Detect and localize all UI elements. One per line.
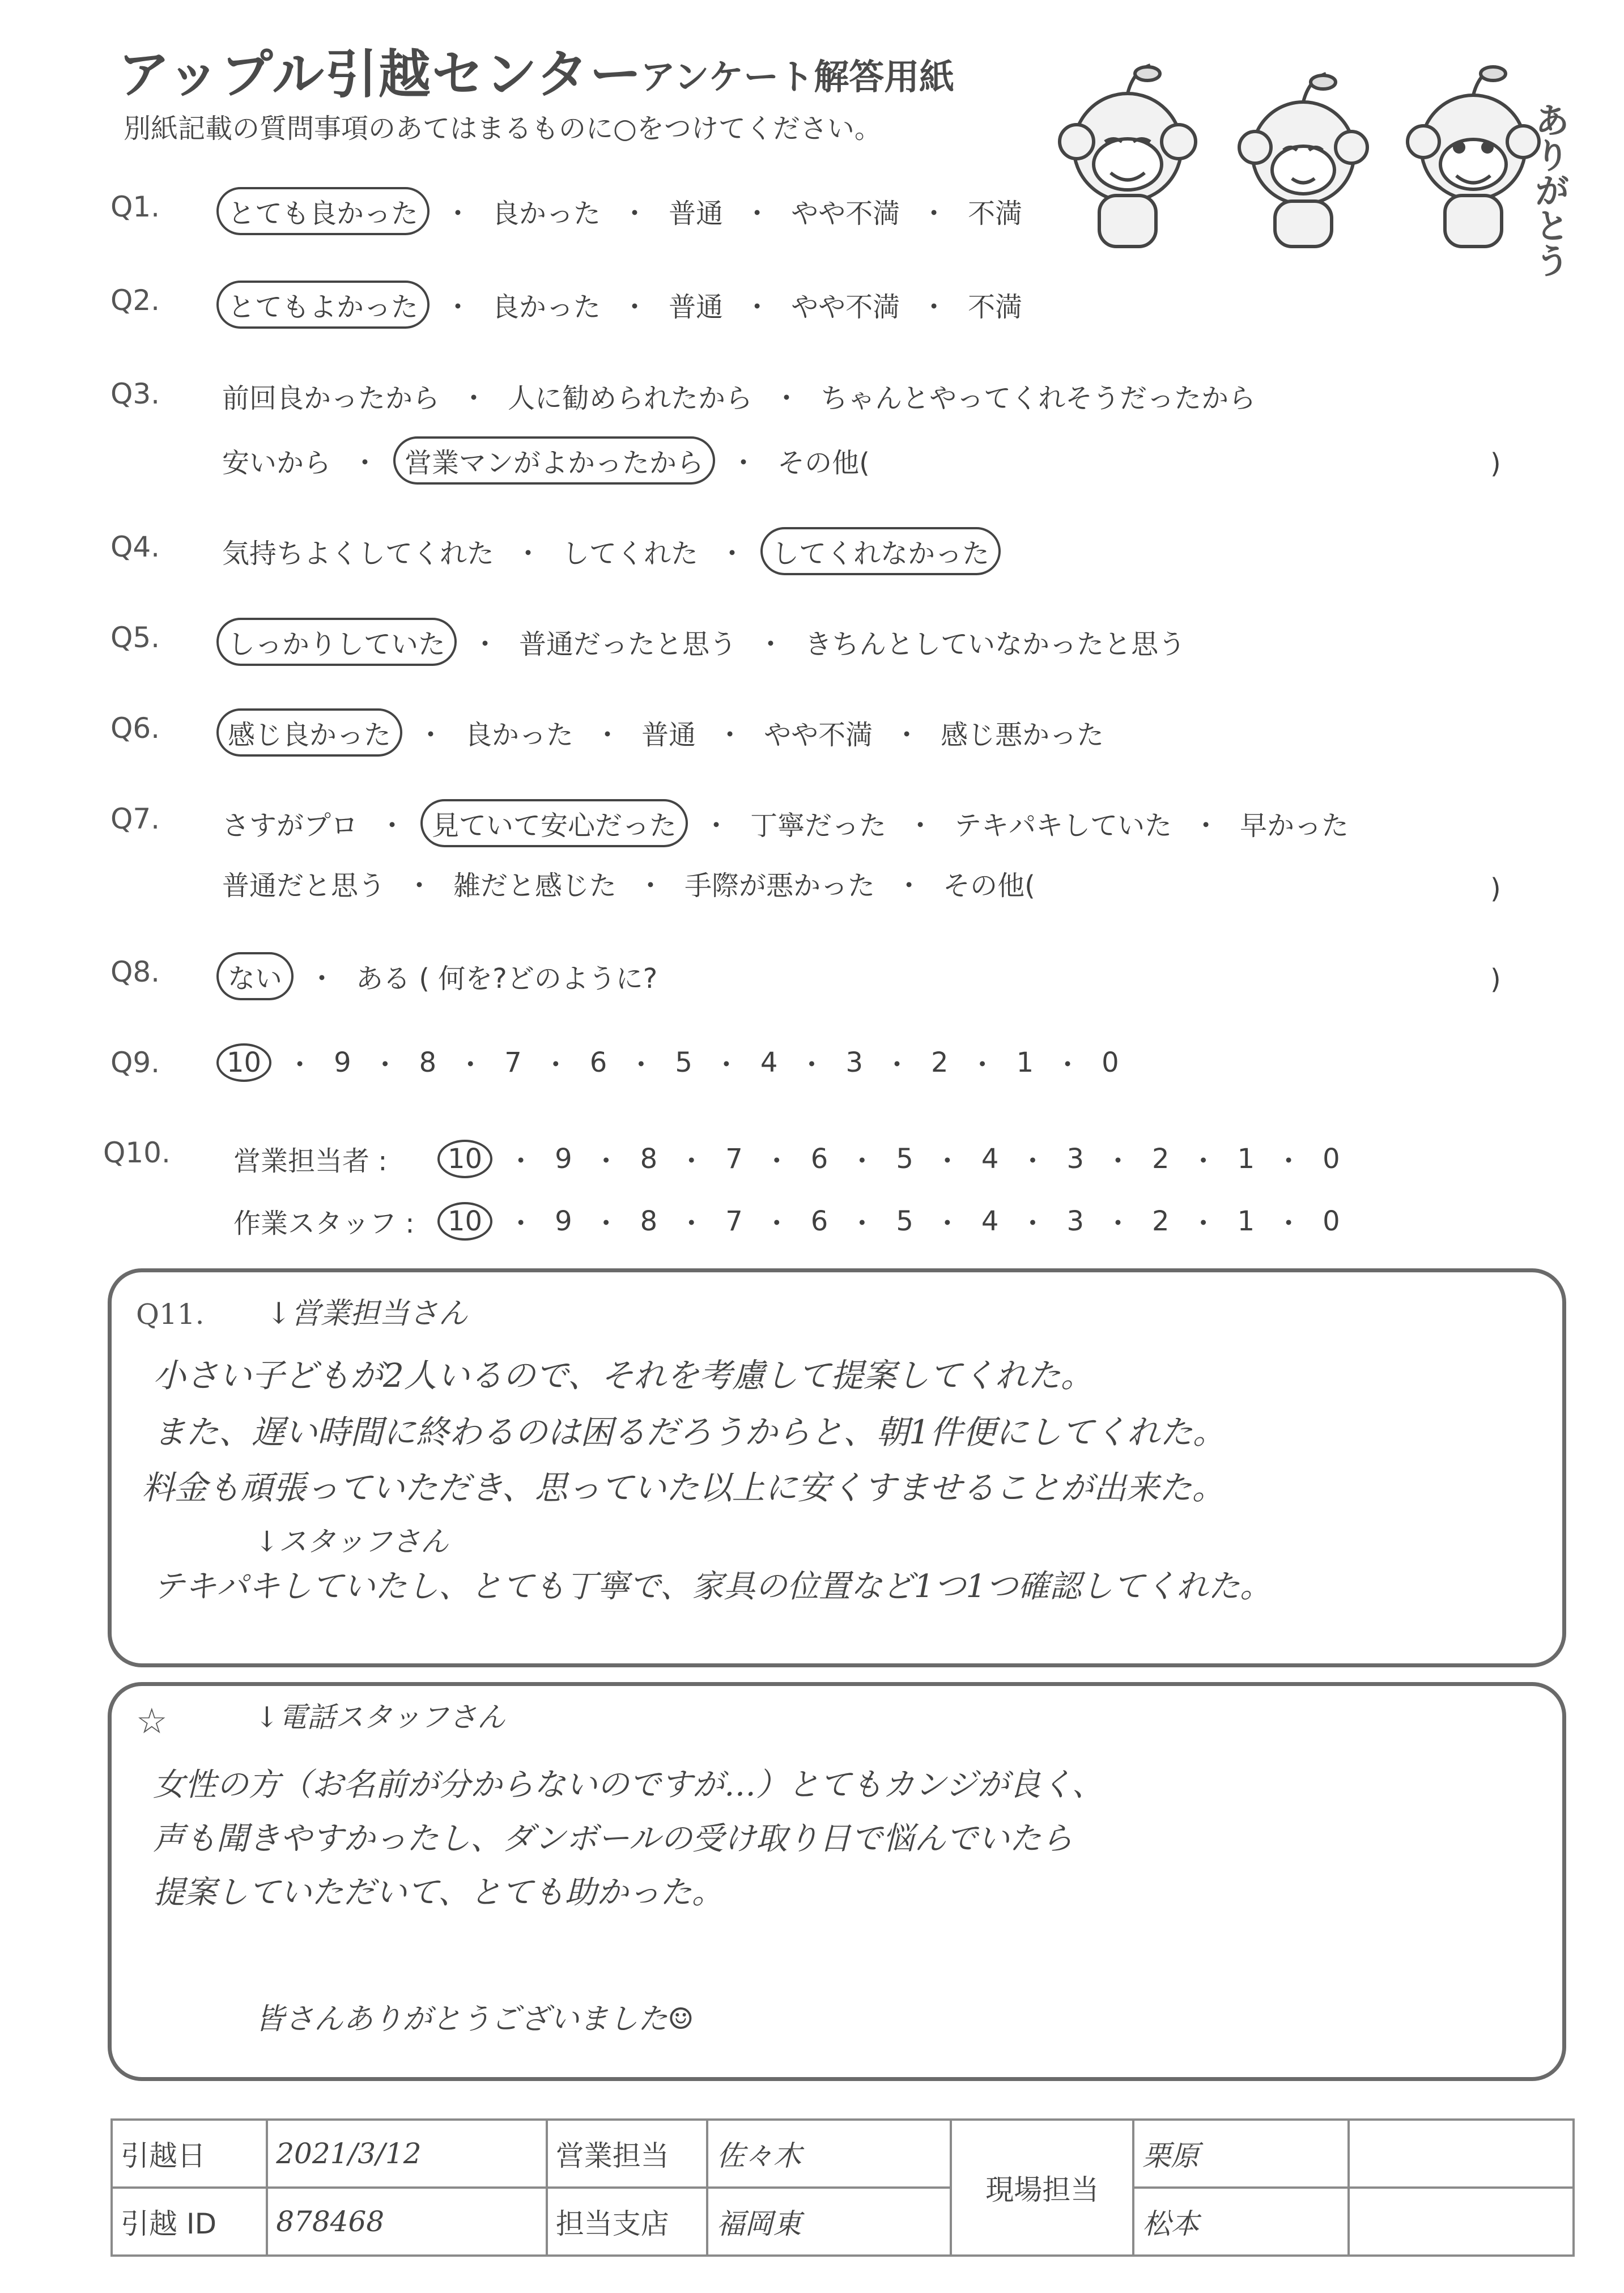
answer-option[interactable]: 2 <box>931 1046 949 1078</box>
company-title: アップル引越センター <box>118 44 643 105</box>
question-q1-options-line <box>216 187 1028 235</box>
separator-dot: ・ <box>678 1145 705 1177</box>
separator-dot: ・ <box>1189 1208 1217 1239</box>
separator-dot: ・ <box>457 1049 484 1081</box>
rating-option[interactable]: 4 <box>981 1143 999 1175</box>
separator-dot: ・ <box>1192 810 1220 842</box>
empty-cell-1 <box>1349 2120 1574 2188</box>
separator-dot: ・ <box>763 1208 790 1239</box>
separator-dot: ・ <box>895 870 923 902</box>
answer-option[interactable]: 前回良かったから <box>222 383 440 414</box>
branch-value: 福岡東 <box>707 2188 951 2256</box>
separator-dot: ・ <box>1189 1145 1217 1177</box>
answer-option[interactable]: してくれなかった <box>760 527 1001 575</box>
separator-dot: ・ <box>542 1049 569 1081</box>
question-label-q10: Q10. <box>103 1136 171 1169</box>
separator-dot: ・ <box>1054 1049 1082 1081</box>
separator-dot: ・ <box>460 383 488 414</box>
answer-option[interactable]: 手際が悪かった <box>685 870 875 902</box>
question-q3-options-line <box>216 436 875 485</box>
handwritten-line: 提案していただいて、とても助かった。 <box>153 1874 724 1911</box>
answer-option[interactable]: やや不満 <box>791 198 900 230</box>
rating-option[interactable]: 9 <box>555 1143 572 1175</box>
answer-option[interactable]: 普通 <box>669 198 724 230</box>
answer-option[interactable]: 5 <box>675 1046 692 1078</box>
question-label-q9: Q9. <box>110 1046 160 1079</box>
site-label: 現場担当 <box>951 2120 1133 2256</box>
answer-option[interactable]: 7 <box>504 1046 522 1078</box>
answer-option[interactable]: とても良かった <box>216 187 430 235</box>
star-icon: ☆ <box>136 1700 168 1742</box>
rating-option[interactable]: 1 <box>1237 1143 1255 1175</box>
separator-dot: ・ <box>719 538 746 570</box>
handwritten-line: ↓営業担当さん <box>266 1297 468 1331</box>
closing-paren: ) <box>1490 448 1501 479</box>
separator-dot: ・ <box>933 1208 961 1239</box>
separator-dot: ・ <box>933 1145 961 1177</box>
sales-label: 営業担当 <box>547 2120 708 2188</box>
handwritten-line: テキパキしていたし、とても丁寧で、家具の位置など1つ1つ確認してくれた。 <box>153 1568 1272 1605</box>
separator-dot: ・ <box>444 198 472 230</box>
question-q8-options-line <box>216 952 663 1000</box>
form-subtitle: アンケート解答用紙 <box>640 56 955 97</box>
answer-option[interactable]: 良かった <box>492 291 601 323</box>
separator-dot: ・ <box>308 963 336 995</box>
separator-dot: ・ <box>515 538 542 570</box>
rating-option[interactable]: 10 <box>437 1140 492 1178</box>
rating-option[interactable]: 6 <box>810 1143 828 1175</box>
rating-option[interactable]: 7 <box>725 1143 743 1175</box>
mascot-caption: ありがとう <box>1529 102 1570 278</box>
answer-option[interactable]: さすがプロ <box>222 810 359 842</box>
separator-dot: ・ <box>627 1049 655 1081</box>
question-label-q11: Q11. <box>136 1298 205 1331</box>
handwritten-line: 料金も頑張っていただき、思っていた以上に安くすませることが出来た。 <box>142 1468 1225 1507</box>
separator-dot: ・ <box>893 719 921 751</box>
rating-option[interactable]: 7 <box>725 1205 743 1237</box>
separator-dot: ・ <box>743 198 771 230</box>
handwritten-line: また、遅い時間に終わるのは困るだろうからと、朝1件便にしてくれた。 <box>153 1413 1226 1451</box>
mascot-illustration <box>1043 51 1553 255</box>
answer-option[interactable]: 安いから <box>222 447 331 479</box>
question-q7-options-line <box>216 861 1041 905</box>
separator-dot: ・ <box>444 291 472 323</box>
move-id-value: 878468 <box>267 2188 547 2256</box>
branch-label: 担当支店 <box>547 2188 708 2256</box>
answer-option[interactable]: してくれた <box>562 538 699 570</box>
separator-dot: ・ <box>907 810 934 842</box>
separator-dot: ・ <box>1019 1208 1047 1239</box>
answer-option[interactable]: とてもよかった <box>216 281 430 329</box>
question-label-q5: Q5. <box>110 621 160 654</box>
separator-dot: ・ <box>637 870 665 902</box>
handwritten-line: ↓電話スタッフさん <box>255 1701 505 1734</box>
answer-option[interactable]: 6 <box>589 1046 607 1078</box>
handwritten-line: 小さい子どもが2人いるので、それを考慮して提案してくれた。 <box>153 1356 1094 1395</box>
answer-option[interactable]: その他( <box>777 447 870 479</box>
answer-option[interactable]: 丁寧だった <box>750 810 887 842</box>
answer-option[interactable]: きちんとしていなかったと思う <box>805 629 1186 660</box>
rating-option[interactable]: 2 <box>1152 1143 1170 1175</box>
answer-option[interactable]: 0 <box>1102 1046 1119 1078</box>
move-date-label: 引越日 <box>112 2120 267 2188</box>
answer-option[interactable]: しっかりしていた <box>216 618 457 666</box>
question-label-q1: Q1. <box>110 190 160 223</box>
question-label-q6: Q6. <box>110 712 160 745</box>
q10-row-label: 営業担当者 : <box>233 1145 388 1177</box>
separator-dot: ・ <box>592 1208 620 1239</box>
question-label-q3: Q3. <box>110 377 160 410</box>
question-label-q8: Q8. <box>110 956 160 988</box>
separator-dot: ・ <box>712 1049 740 1081</box>
separator-dot: ・ <box>730 447 758 479</box>
question-label-q7: Q7. <box>110 802 160 835</box>
answer-option[interactable]: 普通だと思う <box>222 870 386 902</box>
separator-dot: ・ <box>507 1145 535 1177</box>
answer-option[interactable]: 普通だったと思う <box>519 629 737 660</box>
answer-option[interactable]: 人に勧められたから <box>508 383 753 414</box>
answer-option[interactable]: テキパキしていた <box>954 810 1172 842</box>
separator-dot: ・ <box>1275 1145 1303 1177</box>
separator-dot: ・ <box>379 810 406 842</box>
question-q6-options-line <box>216 708 1109 757</box>
rating-option[interactable]: 3 <box>1066 1205 1085 1237</box>
rating-option[interactable]: 0 <box>1323 1143 1340 1175</box>
answer-option[interactable]: ない <box>216 952 294 1000</box>
separator-dot: ・ <box>678 1208 705 1239</box>
answer-option[interactable]: 見ていて安心だった <box>420 799 688 847</box>
answer-option[interactable]: 不満 <box>968 291 1023 323</box>
answer-option[interactable]: 4 <box>760 1046 778 1078</box>
q10-row <box>233 1201 1346 1241</box>
question-label-q2: Q2. <box>110 284 160 317</box>
separator-dot: ・ <box>798 1049 826 1081</box>
rating-option[interactable]: 8 <box>640 1143 658 1175</box>
answer-option[interactable]: 気持ちよくしてくれた <box>222 538 495 570</box>
separator-dot: ・ <box>621 198 649 230</box>
rating-option[interactable]: 5 <box>896 1143 913 1175</box>
handwritten-line: 声も聞きやすかったし、ダンボールの受け取り日で悩んでいたら <box>153 1820 1073 1857</box>
answer-option[interactable]: 不満 <box>968 198 1023 230</box>
separator-dot: ・ <box>592 1145 620 1177</box>
closing-paren: ) <box>1490 963 1501 995</box>
question-label-q4: Q4. <box>110 530 160 563</box>
separator-dot: ・ <box>371 1049 399 1081</box>
site-staff-2: 松本 <box>1133 2188 1349 2256</box>
separator-dot: ・ <box>743 291 771 323</box>
answer-option[interactable]: ある ( 何を?どのように? <box>356 963 658 995</box>
q10-row-label: 作業スタッフ : <box>233 1208 415 1239</box>
q10-row <box>233 1139 1346 1178</box>
question-q3-options-line <box>216 374 1261 418</box>
separator-dot: ・ <box>883 1049 911 1081</box>
move-id-label: 引越 ID <box>112 2188 267 2256</box>
move-date-value: 2021/3/12 <box>267 2120 547 2188</box>
separator-dot: ・ <box>406 870 433 902</box>
rating-option[interactable]: 6 <box>810 1205 828 1237</box>
answer-option[interactable]: ちゃんとやってくれそうだったから <box>820 383 1256 414</box>
separator-dot: ・ <box>621 291 649 323</box>
answer-option[interactable]: 1 <box>1016 1046 1034 1078</box>
separator-dot: ・ <box>920 291 948 323</box>
rating-option[interactable]: 2 <box>1152 1205 1170 1237</box>
answer-option[interactable]: やや不満 <box>791 291 900 323</box>
separator-dot: ・ <box>968 1049 996 1081</box>
separator-dot: ・ <box>763 1145 790 1177</box>
separator-dot: ・ <box>703 810 730 842</box>
rating-option[interactable]: 0 <box>1323 1205 1340 1237</box>
answer-option[interactable]: 早かった <box>1240 810 1349 842</box>
answer-option[interactable]: 普通 <box>641 719 696 751</box>
separator-dot: ・ <box>507 1208 535 1239</box>
answer-option[interactable]: 10 <box>216 1043 271 1082</box>
separator-dot: ・ <box>773 383 801 414</box>
answer-option[interactable]: 良かった <box>492 198 601 230</box>
rating-option[interactable]: 4 <box>981 1205 999 1237</box>
separator-dot: ・ <box>594 719 622 751</box>
answer-option[interactable]: その他( <box>943 870 1035 902</box>
instruction-text: 別紙記載の質問事項のあてはまるものに○をつけてください。 <box>124 113 882 145</box>
answer-option[interactable]: 良かった <box>465 719 574 751</box>
answer-option[interactable]: 感じ悪かった <box>941 719 1104 751</box>
rating-option[interactable]: 1 <box>1237 1205 1255 1237</box>
rating-option[interactable]: 5 <box>896 1205 913 1237</box>
handwritten-line: 皆さんありがとうございました☺ <box>255 2002 694 2036</box>
question-q4-options-line <box>216 527 1001 575</box>
rating-option[interactable]: 3 <box>1066 1143 1085 1175</box>
separator-dot: ・ <box>920 198 948 230</box>
answer-option[interactable]: 普通 <box>669 291 724 323</box>
answer-option[interactable]: 3 <box>845 1046 864 1078</box>
separator-dot: ・ <box>417 719 445 751</box>
separator-dot: ・ <box>1104 1208 1132 1239</box>
question-q9-options-line <box>216 1043 1125 1082</box>
separator-dot: ・ <box>471 629 499 660</box>
question-q5-options-line <box>216 618 1191 666</box>
separator-dot: ・ <box>1104 1145 1132 1177</box>
handwritten-line: 女性の方（お名前が分からないのですが…）とてもカンジが良く、 <box>153 1767 1104 1803</box>
footer-info-table <box>110 2118 1575 2257</box>
separator-dot: ・ <box>848 1145 876 1177</box>
sales-name: 佐々木 <box>707 2120 951 2188</box>
answer-option[interactable]: 営業マンがよかったから <box>393 436 715 485</box>
rating-option[interactable]: 9 <box>555 1205 572 1237</box>
answer-option[interactable]: 雑だと感じた <box>453 870 617 902</box>
rating-option[interactable]: 10 <box>437 1202 492 1241</box>
separator-dot: ・ <box>716 719 744 751</box>
separator-dot: ・ <box>848 1208 876 1239</box>
site-staff-1: 栗原 <box>1133 2120 1349 2188</box>
separator-dot: ・ <box>757 629 785 660</box>
question-q7-options-line <box>216 799 1354 847</box>
answer-option[interactable]: 感じ良かった <box>216 708 402 757</box>
separator-dot: ・ <box>286 1049 314 1081</box>
answer-option[interactable]: 9 <box>334 1046 351 1078</box>
separator-dot: ・ <box>351 447 379 479</box>
separator-dot: ・ <box>1019 1145 1047 1177</box>
separator-dot: ・ <box>1275 1208 1303 1239</box>
empty-cell-2 <box>1349 2188 1574 2256</box>
question-q2-options-line <box>216 281 1028 329</box>
answer-option[interactable]: やや不満 <box>764 719 873 751</box>
handwritten-line: ↓スタッフさん <box>255 1525 449 1558</box>
answer-option[interactable]: 8 <box>419 1046 437 1078</box>
closing-paren: ) <box>1490 873 1501 905</box>
rating-option[interactable]: 8 <box>640 1205 658 1237</box>
